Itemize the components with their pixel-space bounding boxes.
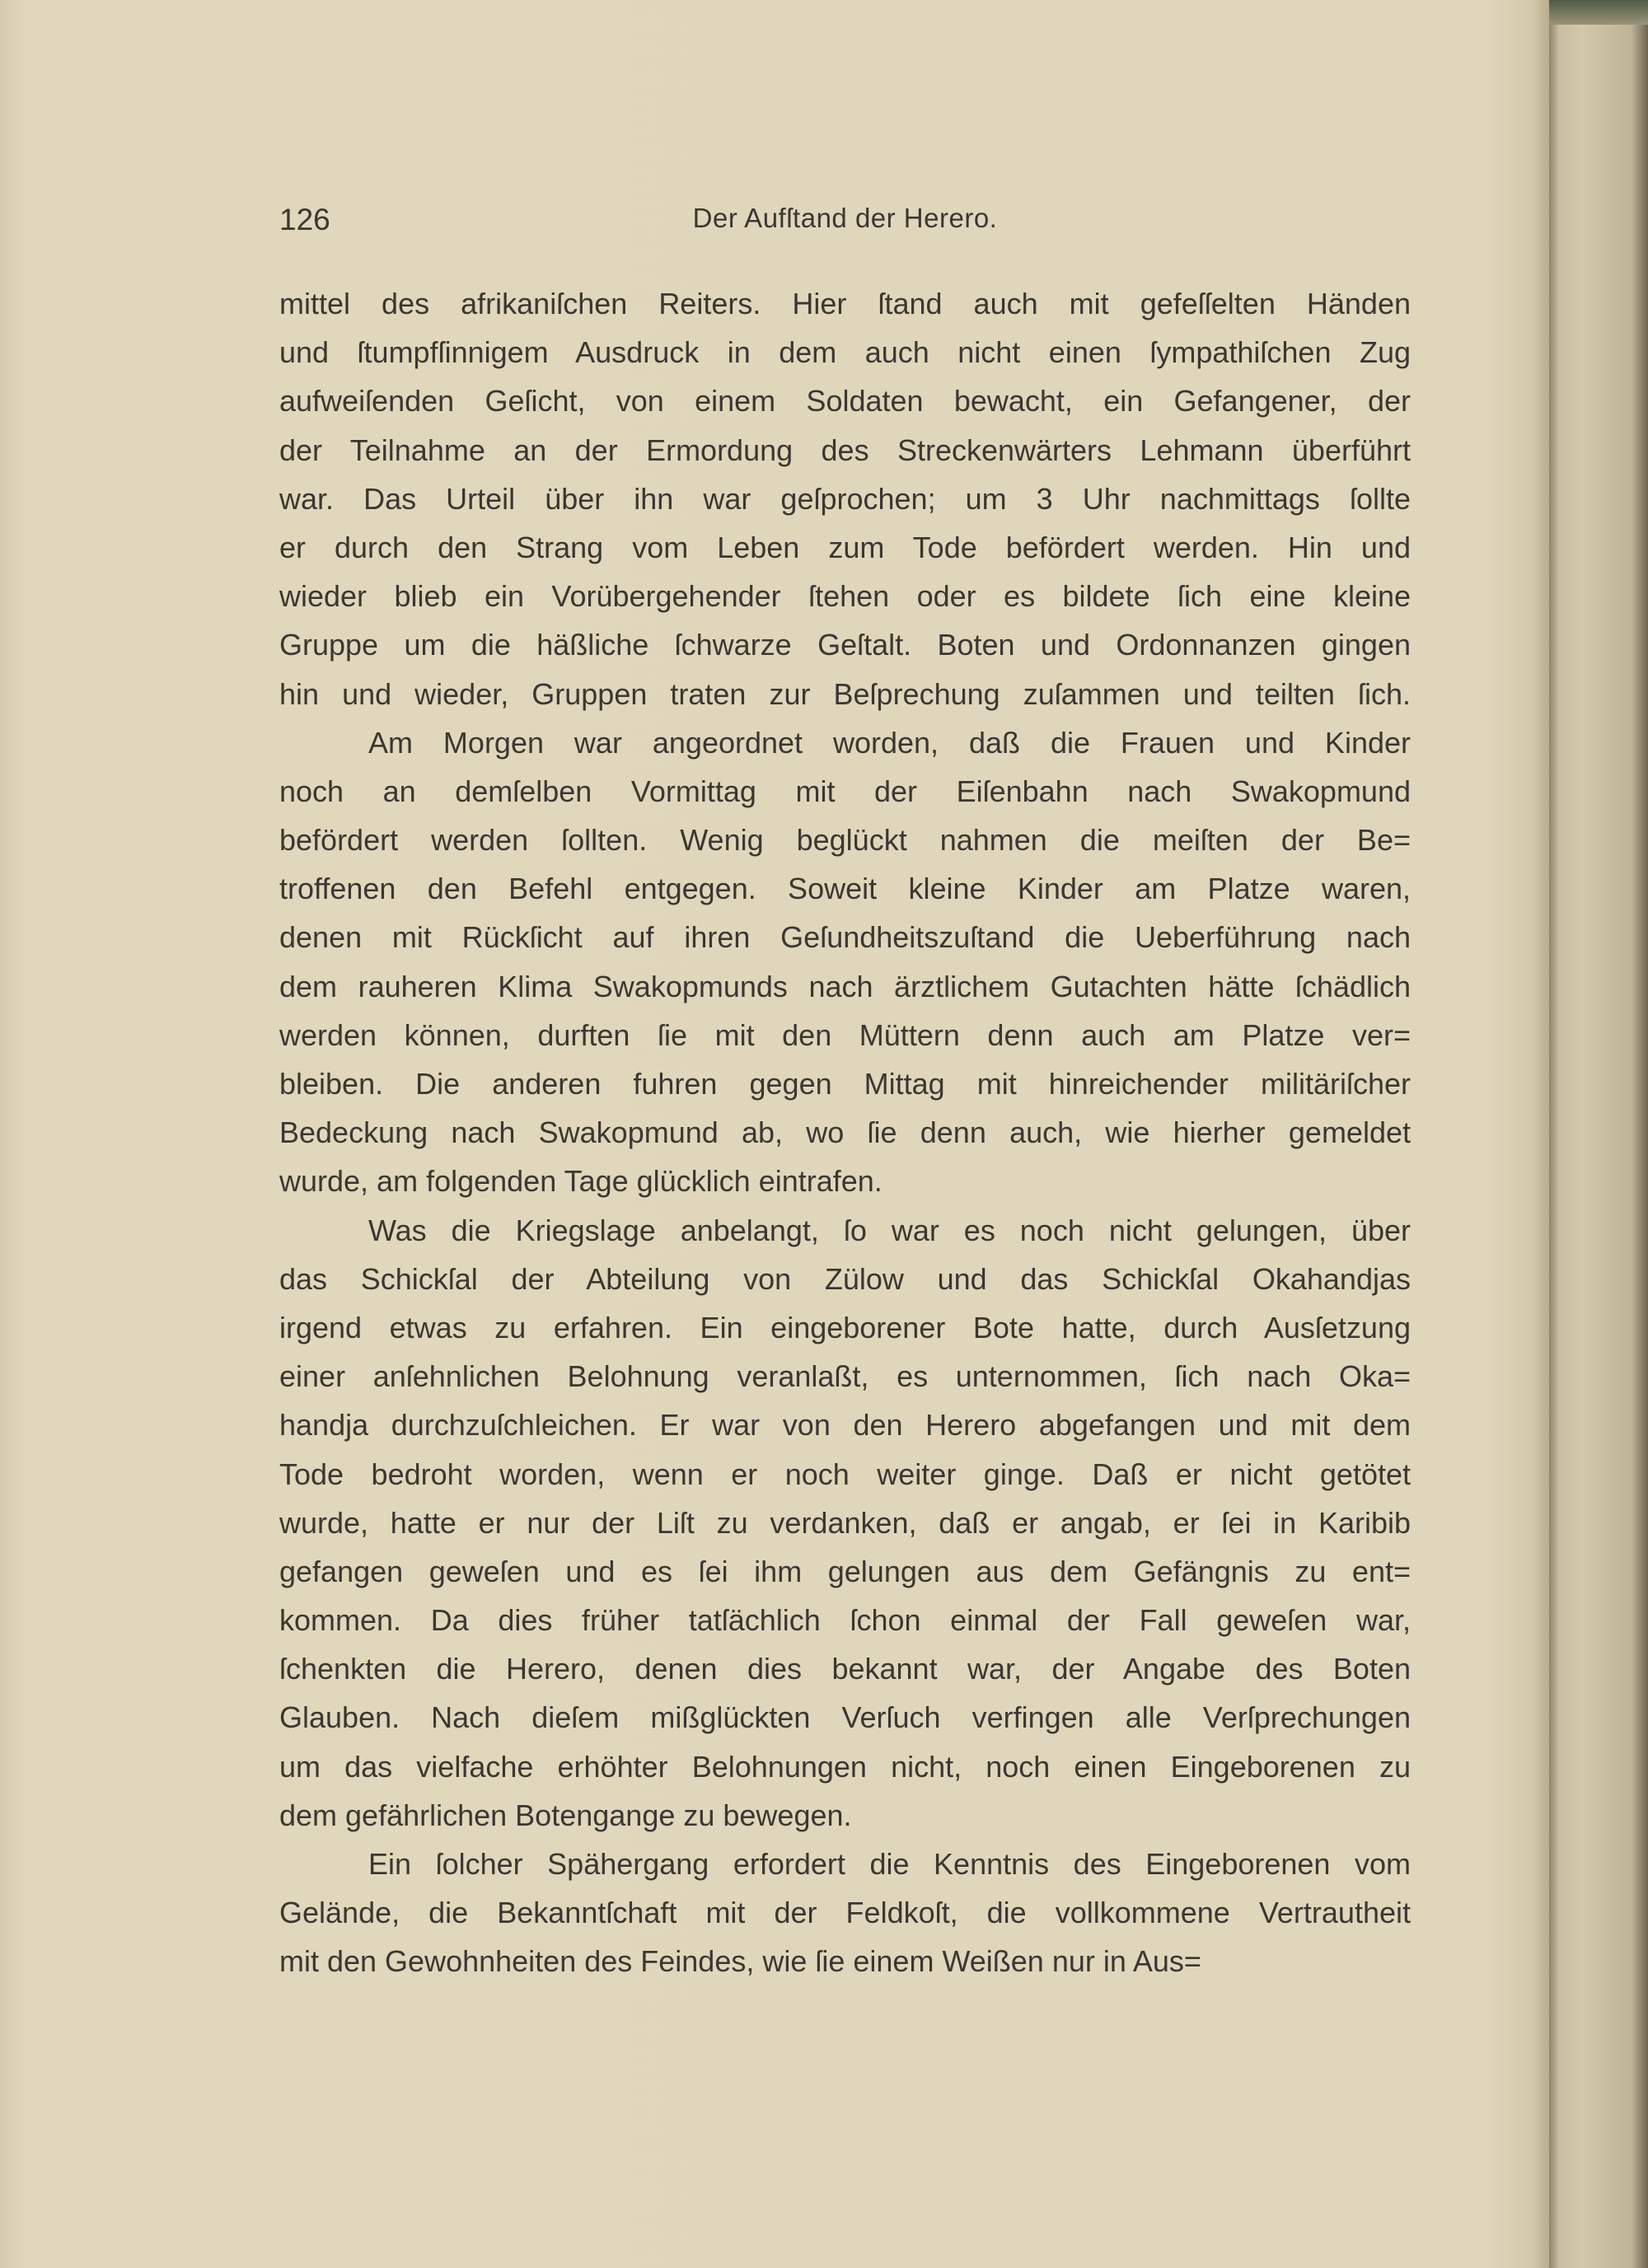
text-line: kommen. Da dies früher tatſächlich ſchon einmal der Fall geweſen war, [279, 1603, 1411, 1638]
text-line: Glauben. Nach dieſem mißglückten Verſuch verfingen alle Verſprechungen [279, 1700, 1411, 1735]
text-line: einer anſehnlichen Belohnung veranlaßt, es unternommen, ſich nach Oka= [279, 1359, 1411, 1394]
text-line: dem gefährlichen Botengange zu bewegen. [279, 1798, 852, 1832]
text-line: denen mit Rückſicht auf ihren Geſundheitszuſtand die Ueberführung nach [279, 920, 1411, 955]
text-line: irgend etwas zu erfahren. Ein eingeborener Bote hatte, durch Ausſetzung [279, 1310, 1411, 1344]
text-line: wieder blieb ein Vorübergehender ſtehen oder es bildete ſich eine kleine [279, 579, 1411, 614]
text-line: Was die Kriegslage anbelangt, ſo war es noch nicht gelungen, über [368, 1213, 1411, 1247]
text-line: bleiben. Die anderen fuhren gegen Mittag mit hinreichender militäriſcher [279, 1067, 1411, 1101]
text-line: befördert werden ſollten. Wenig beglückt nahmen die meiſten der Be= [279, 823, 1411, 858]
text-line: wurde, am folgenden Tage glücklich eintrafen. [279, 1164, 883, 1199]
text-line: gefangen geweſen und es ſei ihm gelungen aus dem Gefängnis zu ent= [279, 1554, 1411, 1588]
text-line: er durch den Strang vom Leben zum Tode befördert werden. Hin und [279, 530, 1411, 564]
text-line: troffenen den Befehl entgegen. Soweit kleine Kinder am Platze waren, [279, 872, 1411, 906]
book-edge [1549, 0, 1648, 2268]
text-line: Gruppe um die häßliche ſchwarze Geſtalt. Boten und Ordonnanzen gingen [279, 628, 1411, 662]
text-line: mit den Gewohnheiten des Feindes, wie ſie einem Weißen nur in Aus= [279, 1944, 1201, 1979]
text-line: handja durchzuſchleichen. Er war von den Herero abgefangen und mit dem [279, 1408, 1411, 1443]
text-line: Bedeckung nach Swakopmund ab, wo ſie denn auch, wie hierher gemeldet [279, 1115, 1411, 1150]
text-line: ſchenkten die Herero, denen dies bekannt war, der Angabe des Boten [279, 1652, 1411, 1686]
text-line: aufweiſenden Geſicht, von einem Soldaten bewacht, ein Gefangener, der [279, 384, 1411, 419]
text-line: der Teilnahme an der Ermordung des Streckenwärters Lehmann überführt [279, 433, 1411, 467]
text-line: dem rauheren Klima Swakopmunds nach ärztlichem Gutachten hätte ſchädlich [279, 969, 1411, 1003]
text-line: Tode bedroht worden, wenn er noch weiter ginge. Daß er nicht getötet [279, 1457, 1411, 1491]
text-line: werden können, durften ſie mit den Müttern denn auch am Platze ver= [279, 1017, 1411, 1052]
text-line: wurde, hatte er nur der Liſt zu verdanken, daß er angab, er ſei in Karibib [279, 1505, 1411, 1540]
text-line: das Schickſal der Abteilung von Zülow und das Schickſal Okahandjas [279, 1261, 1411, 1296]
page-header [279, 203, 1411, 246]
text-line: um das vielfache erhöhter Belohnungen nicht, noch einen Eingeborenen zu [279, 1749, 1411, 1784]
text-line: war. Das Urteil über ihn war geſprochen; um 3 Uhr nachmittags ſollte [279, 481, 1411, 516]
page-number: 126 [279, 203, 330, 236]
text-line: Gelände, die Bekanntſchaft mit der Feldkoſt, die vollkommene Vertrautheit [279, 1896, 1411, 1930]
text-line: mittel des afrikaniſchen Reiters. Hier ſtand auch mit gefeſſelten Händen [279, 287, 1411, 320]
cover-corner [1549, 0, 1648, 25]
text-line: Am Morgen war angeordnet worden, daß die Frauen und Kinder [368, 725, 1411, 760]
text-line: hin und wieder, Gruppen traten zur Beſprechung zuſammen und teilten ſich. [279, 676, 1411, 711]
running-title: Der Aufſtand der Herero. [692, 203, 998, 233]
text-line: und ſtumpfſinnigem Ausdruck in dem auch nicht einen ſympathiſchen Zug [279, 335, 1411, 370]
text-line: Ein ſolcher Spähergang erfordert die Kenntnis des Eingeborenen vom [368, 1847, 1411, 1881]
body-text [279, 279, 1411, 1986]
text-line: noch an demſelben Vormittag mit der Eiſenbahn nach Swakopmund [279, 774, 1411, 808]
